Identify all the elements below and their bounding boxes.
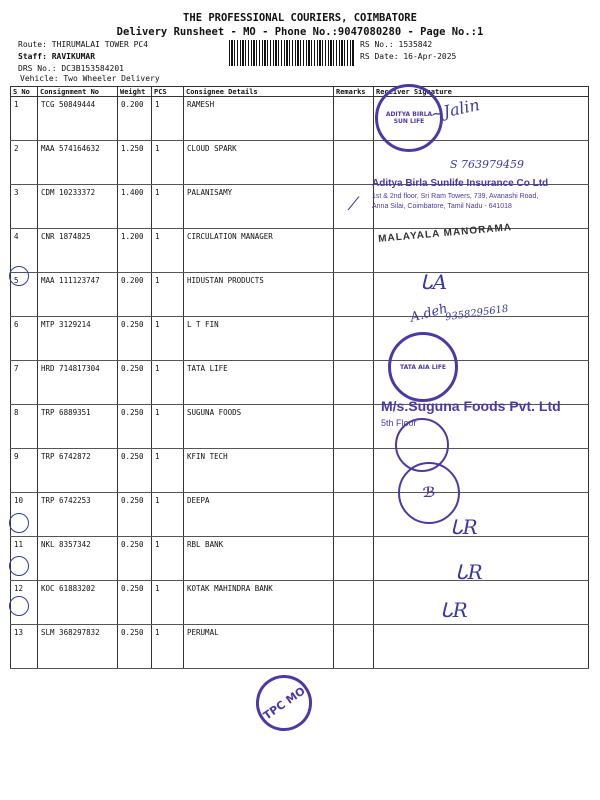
ink-circle	[9, 266, 29, 286]
row-remarks	[334, 581, 374, 625]
aditya-round-stamp: ADITYA BIRLA SUN LIFE	[375, 84, 443, 152]
route-label: Route: THIRUMALAI TOWER PC4	[18, 40, 149, 49]
row-consignment: SLM 368297832	[38, 625, 118, 669]
table-row	[11, 317, 589, 361]
drs-label: DRS No.: DC3B153584201	[18, 64, 124, 73]
row-pcs: 1	[152, 361, 184, 405]
row-consignee: PALANISAMY	[184, 185, 334, 229]
table-row	[11, 493, 589, 537]
row-weight: 0.250	[118, 405, 152, 449]
ink-circle	[9, 556, 29, 576]
row-weight: 0.200	[118, 273, 152, 317]
row-consignee: SUGUNA FOODS	[184, 405, 334, 449]
row-weight: 0.250	[118, 361, 152, 405]
row-consignee: RBL BANK	[184, 537, 334, 581]
row-weight: 1.400	[118, 185, 152, 229]
row-signature	[374, 625, 589, 669]
col-signature: Receiver Signature	[374, 87, 589, 97]
signature-row12: ᒐR	[455, 560, 483, 584]
row-sno: 10	[11, 493, 38, 537]
signature-row6: A.deh	[408, 301, 450, 326]
ink-circle	[9, 596, 29, 616]
row-sno: 12	[11, 581, 38, 625]
rs-number: RS No.: 1535842	[360, 40, 433, 49]
row-consignee: KOTAK MAHINDRA BANK	[184, 581, 334, 625]
row-consignment: CNR 1874825	[38, 229, 118, 273]
runsheet-subtitle: Delivery Runsheet - MO - Phone No.:9047080280 - Page No.:1	[116, 26, 484, 38]
table-header-row	[11, 87, 589, 97]
tata-round-stamp: TATA AIA LIFE	[388, 332, 458, 402]
row-pcs: 1	[152, 581, 184, 625]
row-remarks	[334, 229, 374, 273]
row-consignment: CDM 10233372	[38, 185, 118, 229]
row-pcs: 1	[152, 493, 184, 537]
row-sno: 7	[11, 361, 38, 405]
row-consignee: HIDUSTAN PRODUCTS	[184, 273, 334, 317]
row-consignment: TCG 50849444	[38, 97, 118, 141]
row-weight: 1.250	[118, 141, 152, 185]
row-sno: 13	[11, 625, 38, 669]
suguna-stamp-sub: 5th Floor	[381, 418, 417, 428]
row-remarks	[334, 361, 374, 405]
row-consignment: MAA 574164632	[38, 141, 118, 185]
table-row	[11, 537, 589, 581]
row-consignee: KFIN TECH	[184, 449, 334, 493]
vehicle-label: Vehicle: Two Wheeler Delivery	[20, 74, 160, 83]
row-consignment: TRP 6742872	[38, 449, 118, 493]
row-consignee: L T FIN	[184, 317, 334, 361]
table-row	[11, 449, 589, 493]
row-sno: 1	[11, 97, 38, 141]
row-consignee: CIRCULATION MANAGER	[184, 229, 334, 273]
row-remarks	[334, 405, 374, 449]
col-consignee: Consignee Details	[184, 87, 334, 97]
row-remarks	[334, 625, 374, 669]
row-pcs: 1	[152, 317, 184, 361]
row-pcs: 1	[152, 537, 184, 581]
barcode	[229, 40, 354, 66]
signature-row1: ~Jalin	[428, 95, 482, 124]
tpc-mo-stamp: TPC MO	[245, 664, 323, 742]
table-row	[11, 229, 589, 273]
row-consignment: HRD 714817304	[38, 361, 118, 405]
row-remarks	[334, 449, 374, 493]
ink-circle	[9, 513, 29, 533]
row-pcs: 1	[152, 229, 184, 273]
rs-date: RS Date: 16-Apr-2025	[360, 52, 457, 61]
signature-row3: ⁄	[352, 194, 356, 215]
round-stamp-row10: ℬ	[398, 462, 460, 524]
row-sno: 5	[11, 273, 38, 317]
company-title: THE PROFESSIONAL COURIERS, COIMBATORE	[183, 12, 417, 24]
table-row	[11, 97, 589, 141]
malayala-stamp: MALAYALA MANORAMA	[377, 222, 513, 245]
aditya-address-stamp-line3: Anna Silai, Coimbatore, Tamil Nadu - 641018	[372, 203, 512, 210]
row-remarks	[334, 97, 374, 141]
row-pcs: 1	[152, 97, 184, 141]
row-consignment: MAA 111123747	[38, 273, 118, 317]
aditya-address-stamp-line2: 1st & 2nd floor, Sri Ram Towers, 739, Avanashi Road,	[372, 193, 539, 200]
signature-number: 9358295618	[444, 303, 510, 324]
row-consignee: TATA LIFE	[184, 361, 334, 405]
row-consignment: NKL 8357342	[38, 537, 118, 581]
row-sno: 6	[11, 317, 38, 361]
row-sno: 9	[11, 449, 38, 493]
row-pcs: 1	[152, 273, 184, 317]
row-consignee: DEEPA	[184, 493, 334, 537]
col-remarks: Remarks	[334, 87, 374, 97]
row-weight: 0.250	[118, 449, 152, 493]
row-weight: 0.250	[118, 493, 152, 537]
row-remarks	[334, 537, 374, 581]
aditya-address-stamp-line1: Aditya Birla Sunlife Insurance Co Ltd	[372, 178, 549, 189]
signature-row11: ᒐR	[450, 515, 478, 539]
row-pcs: 1	[152, 141, 184, 185]
row-weight: 0.250	[118, 581, 152, 625]
table-row	[11, 625, 589, 669]
row-sno: 3	[11, 185, 38, 229]
col-consignment: Consignment No	[38, 87, 118, 97]
row-weight: 0.250	[118, 625, 152, 669]
col-pcs: PCS	[152, 87, 184, 97]
row-pcs: 1	[152, 185, 184, 229]
row-sno: 8	[11, 405, 38, 449]
row-consignment: MTP 3129214	[38, 317, 118, 361]
suguna-stamp: M/s.Suguna Foods Pvt. Ltd	[381, 398, 561, 414]
row-signature	[374, 581, 589, 625]
row-consignee: RAMESH	[184, 97, 334, 141]
staff-label: Staff: RAVIKUMAR	[18, 52, 96, 61]
row-weight: 1.200	[118, 229, 152, 273]
runsheet-table	[10, 86, 589, 669]
row-consignment: KOC 61883202	[38, 581, 118, 625]
row-remarks	[334, 273, 374, 317]
signature-row13: ᒐR	[440, 598, 468, 622]
row-remarks	[334, 141, 374, 185]
row-pcs: 1	[152, 405, 184, 449]
row-consignee: CLOUD SPARK	[184, 141, 334, 185]
col-weight: Weight	[118, 87, 152, 97]
row-pcs: 1	[152, 449, 184, 493]
row-weight: 0.250	[118, 317, 152, 361]
row-remarks	[334, 493, 374, 537]
col-sno: S No	[11, 87, 38, 97]
signature-row5: ᒐA	[420, 270, 448, 294]
row-remarks	[334, 317, 374, 361]
row-consignment: TRP 6889351	[38, 405, 118, 449]
row-weight: 0.250	[118, 537, 152, 581]
row-pcs: 1	[152, 625, 184, 669]
row-sno: 4	[11, 229, 38, 273]
row-sno: 11	[11, 537, 38, 581]
row-weight: 0.200	[118, 97, 152, 141]
phone-note: S 763979459	[450, 158, 525, 171]
row-consignment: TRP 6742253	[38, 493, 118, 537]
table-row	[11, 581, 589, 625]
row-consignee: PERUMAL	[184, 625, 334, 669]
row-sno: 2	[11, 141, 38, 185]
